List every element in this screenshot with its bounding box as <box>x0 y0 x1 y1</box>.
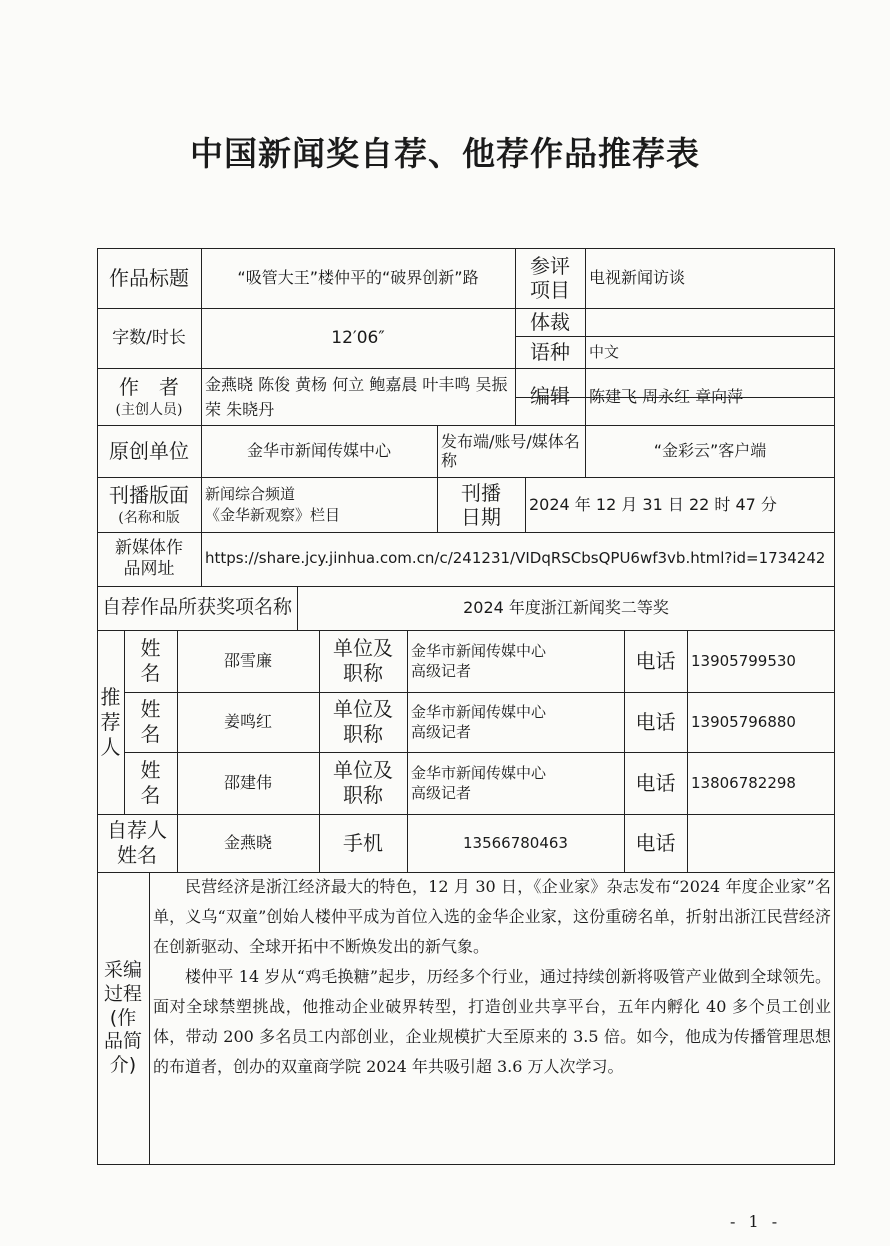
recommender-2-unit: 金华市新闻传媒中心 <box>411 702 547 721</box>
intro-paragraph-1: 民营经济是浙江经济最大的特色，12 月 30 日，《企业家》杂志发布“2024 年度企业家”名单，义乌“双童”创始人楼仲平成为首位入选的金华企业家，这份重磅名单，折射出浙江民营经济在创新驱动、全球开拓中不断焕发出的新气象。 <box>153 877 831 956</box>
genre-value <box>585 308 835 336</box>
column-label-cell <box>97 477 201 532</box>
url-label: 新媒体作品网址 <box>115 537 183 579</box>
award-label: 自荐作品所获奖项名称 <box>101 596 292 619</box>
recommender-1-phone-label: 电话 <box>635 648 676 673</box>
work-title-value: “吸管大王”楼仲平的“破界创新”路 <box>237 268 479 288</box>
work-title-label: 作品标题 <box>109 265 189 290</box>
recommender-1-name-label: 姓名 <box>140 636 161 685</box>
category-label: 参评项目 <box>530 254 570 302</box>
form-title: 中国新闻奖自荐、他荐作品推荐表 <box>190 134 700 173</box>
recommender-1-phone: 13905799530 <box>691 651 796 670</box>
author-label: 作 者 <box>119 374 179 399</box>
recommender-1-unit: 金华市新闻传媒中心 <box>411 641 547 660</box>
intro-text <box>153 872 831 1082</box>
unit-label: 原创单位 <box>109 438 189 463</box>
recommender-2-title: 高级记者 <box>411 723 472 741</box>
self-mobile-label: 手机 <box>343 830 383 855</box>
unit-value: 金华市新闻传媒中心 <box>246 441 391 461</box>
recommender-2-phone-label: 电话 <box>635 709 676 734</box>
award-value: 2024 年度浙江新闻奖二等奖 <box>463 598 669 618</box>
column-value-program: 《金华新观察》栏目 <box>205 505 341 524</box>
recommender-3-name: 邵建伟 <box>223 773 272 793</box>
recommender-2-name: 姜鸣红 <box>223 712 272 732</box>
recommender-2-name-label: 姓名 <box>140 697 161 746</box>
date-value: 2024 年 12 月 31 日 22 时 47 分 <box>529 494 777 514</box>
recommender-1-title: 高级记者 <box>411 662 472 680</box>
recommender-1-unit-label: 单位及职称 <box>333 636 393 685</box>
date-label: 刊播日期 <box>461 480 501 529</box>
recommendation-form <box>97 248 835 1165</box>
platform-value: “金彩云”客户端 <box>653 441 767 461</box>
recommender-3-name-label: 姓名 <box>140 758 161 807</box>
category-value: 电视新闻访谈 <box>589 268 686 288</box>
author-label-cell <box>97 368 201 425</box>
platform-label: 发布端/账号/媒体名称 <box>441 431 580 470</box>
column-value-cell <box>201 477 437 532</box>
recommender-2-phone: 13905796880 <box>691 712 796 731</box>
recommender-3-phone-label: 电话 <box>635 770 676 795</box>
recommender-1-name: 邵雪廉 <box>223 651 272 671</box>
recommender-3-unit-cell <box>407 752 624 814</box>
column-label: 刊播版面 <box>109 482 189 507</box>
self-phone-label: 电话 <box>635 830 676 855</box>
page-number: - 1 - <box>730 1212 782 1231</box>
length-label: 字数/时长 <box>112 327 186 348</box>
recommender-2-unit-cell <box>407 692 624 752</box>
recommender-group-label: 推荐人 <box>100 684 121 759</box>
self-mobile-value: 13566780463 <box>463 833 568 852</box>
length-value: 12′06″ <box>331 327 385 348</box>
author-sub-label: (主创人员) <box>115 401 183 418</box>
intro-label: 采编过程(作品简介) <box>103 959 142 1077</box>
url-value[interactable]: https://share.jcy.jinhua.com.cn/c/241231/VIDqRSCbsQPU6wf3vb.html?id=1734242 <box>205 549 826 568</box>
recommender-3-unit-label: 单位及职称 <box>333 758 393 807</box>
language-label: 语种 <box>530 339 570 364</box>
self-recommender-label: 自荐人姓名 <box>107 818 167 867</box>
self-recommender-name: 金燕晓 <box>223 833 272 853</box>
recommender-3-title: 高级记者 <box>411 784 472 802</box>
editor-value: 陈建飞 周永红 章向萍 <box>589 386 744 406</box>
intro-paragraph-2: 楼仲平 14 岁从“鸡毛换糖”起步，历经多个行业，通过持续创新将吸管产业做到全球领先。面对全球禁塑挑战，他推动企业破界转型，打造创业共享平台，五年内孵化 40 多个员工创业体，带动 200 多名员工内部创业，企业规模扩大至原来的 3.5 倍。如今，他成为传播管理思想的布道者，创办的双童商学院 2024 年共吸引超 3.6 万人次学习。 <box>153 967 831 1076</box>
recommender-1-unit-cell <box>407 630 624 692</box>
recommender-2-unit-label: 单位及职称 <box>333 697 393 746</box>
author-value: 金燕晓 陈俊 黄杨 何立 鲍嘉晨 叶丰鸣 吴振荣 朱晓丹 <box>205 374 508 419</box>
language-value: 中文 <box>589 342 620 361</box>
column-value-channel: 新闻综合频道 <box>205 485 296 504</box>
genre-label: 体裁 <box>530 309 570 334</box>
column-sub-label: (名称和版 <box>118 509 180 526</box>
self-phone-value <box>687 814 835 872</box>
editor-label: 编辑 <box>530 384 570 408</box>
recommender-3-phone: 13806782298 <box>691 773 796 792</box>
recommender-3-unit: 金华市新闻传媒中心 <box>411 763 547 782</box>
